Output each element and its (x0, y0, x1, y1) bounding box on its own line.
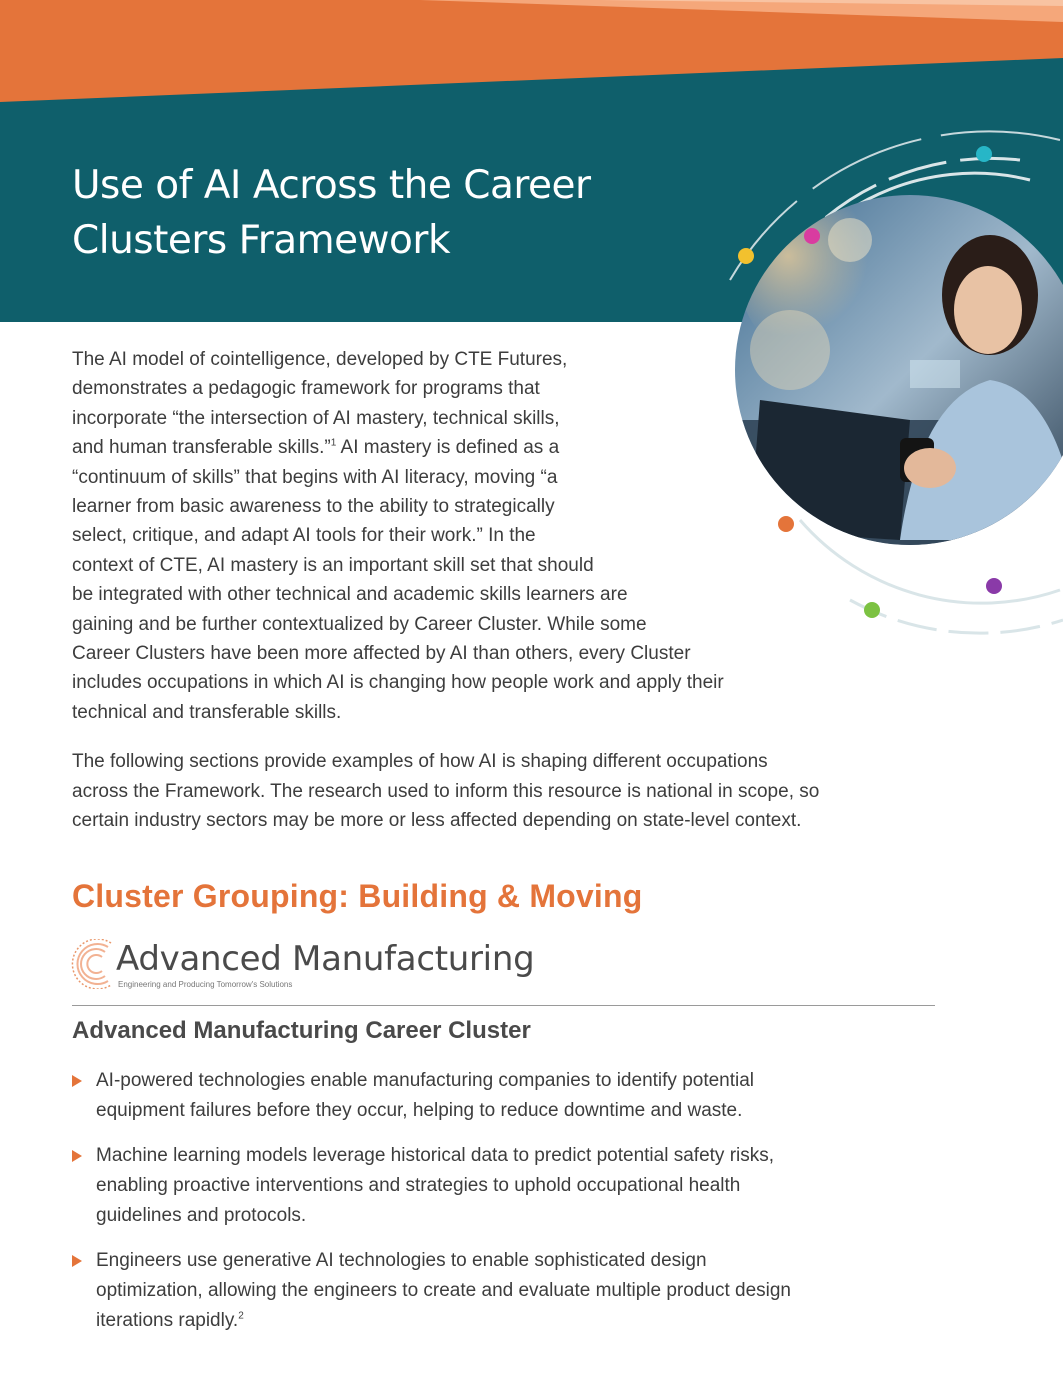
intro-line: The AI model of cointelligence, developed by CTE Futures, (72, 349, 568, 370)
framework-paragraph (72, 747, 972, 836)
bullet-line: guidelines and protocols. (96, 1205, 307, 1226)
intro-line: AI mastery is defined as a (340, 437, 560, 459)
logo-tagline: Engineering and Producing Tomorrow's Solutions (118, 980, 293, 989)
divider (72, 1005, 935, 1006)
paragraph-line: certain industry sectors may be more or less affected depending on state-level context. (72, 810, 802, 831)
page-title (72, 158, 772, 268)
footnote-ref-1: 1 (330, 437, 337, 449)
bullet-line: optimization, allowing the engineers to create and evaluate multiple product design (96, 1280, 791, 1301)
footnote-ref-2: 2 (238, 1310, 244, 1322)
bullet-line: enabling proactive interventions and strategies to uphold occupational health (96, 1175, 741, 1196)
intro-line: technical and transferable skills. (72, 701, 342, 723)
list-item (72, 1246, 952, 1336)
page-title-line-2: Clusters Framework (72, 218, 451, 263)
cluster-logo-icon (70, 939, 116, 989)
cluster-bullet-list (72, 1066, 952, 1351)
intro-line: context of CTE, AI mastery is an important skill set that should (72, 554, 594, 576)
intro-line: demonstrates a pedagogic framework for programs that (72, 378, 540, 400)
bullet-line: equipment failures before they occur, helping to reduce downtime and waste. (96, 1100, 743, 1121)
intro-line: Career Clusters have been more affected by AI than others, every Cluster (72, 643, 691, 665)
list-item (72, 1141, 952, 1231)
paragraph-line: across the Framework. The research used to inform this resource is national in scope, so (72, 780, 820, 802)
bullet-line: Machine learning models leverage historical data to predict potential safety risks, (96, 1145, 775, 1166)
intro-line: incorporate “the intersection of AI mastery, technical skills, (72, 407, 560, 429)
page-title-line-1: Use of AI Across the Career (72, 163, 591, 208)
intro-line: and human transferable skills.” (72, 437, 331, 459)
intro-line: gaining and be further contextualized by Career Cluster. While some (72, 613, 647, 635)
advanced-manufacturing-logo (70, 935, 670, 995)
intro-line: select, critique, and adapt AI tools for their work.” In the (72, 525, 536, 547)
triangle-bullet-icon (72, 1150, 82, 1162)
intro-line: be integrated with other technical and academic skills learners are (72, 584, 628, 606)
triangle-bullet-icon (72, 1075, 82, 1087)
intro-line: includes occupations in which AI is changing how people work and apply their (72, 672, 724, 694)
section-heading: Cluster Grouping: Building & Moving (72, 878, 643, 914)
list-item (72, 1066, 952, 1126)
bullet-line: iterations rapidly. (96, 1310, 239, 1331)
bullet-line: AI-powered technologies enable manufacturing companies to identify potential (96, 1070, 755, 1091)
paragraph-line: The following sections provide examples of how AI is shaping different occupations (72, 751, 768, 772)
intro-paragraph (72, 345, 952, 727)
cluster-subheading: Advanced Manufacturing Career Cluster (72, 1017, 531, 1044)
logo-name: Advanced Manufacturing (116, 939, 535, 979)
intro-line: “continuum of skills” that begins with AI literacy, moving “a (72, 466, 558, 488)
intro-line: learner from basic awareness to the ability to strategically (72, 496, 555, 518)
triangle-bullet-icon (72, 1255, 82, 1267)
bullet-line: Engineers use generative AI technologies to enable sophisticated design (96, 1250, 707, 1271)
